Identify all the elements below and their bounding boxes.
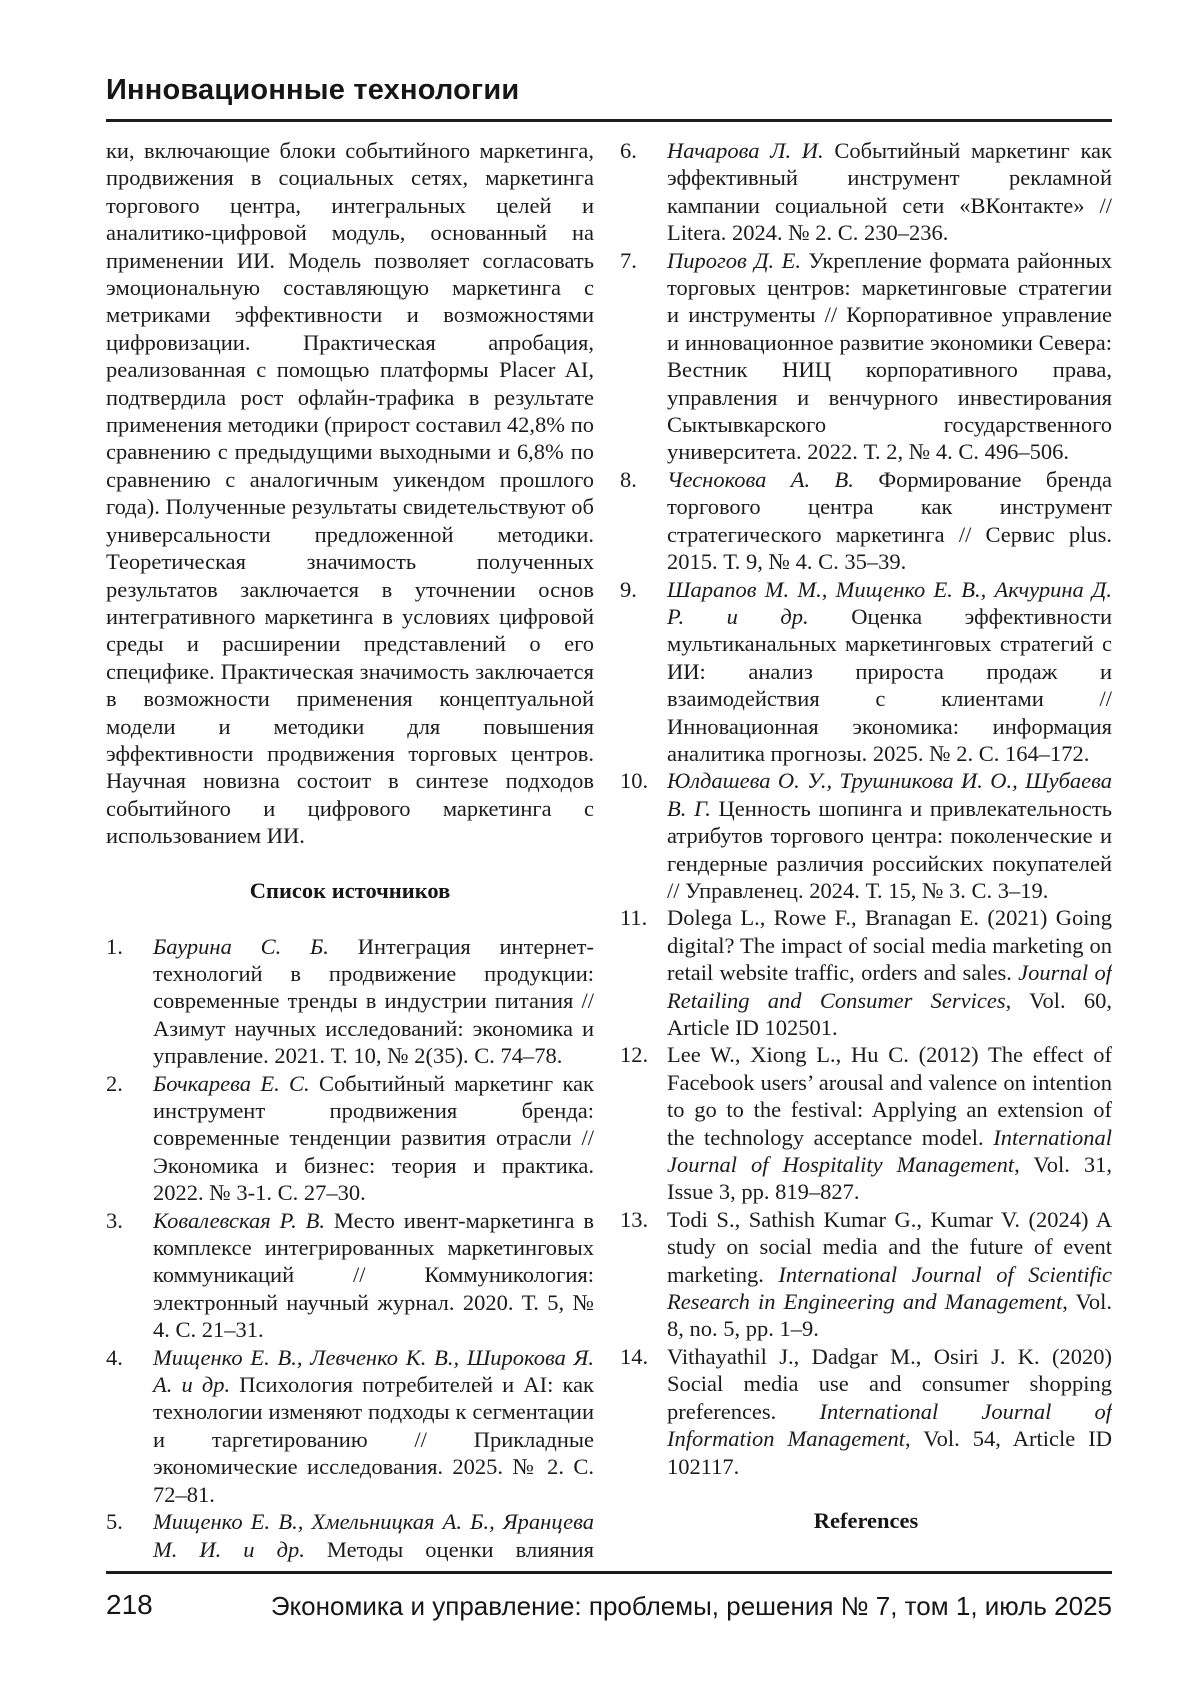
references-heading: References bbox=[813, 1507, 919, 1533]
reference-text: Vithayathil J., Dadgar M., Osiri J. K. (2020) Social media use and consumer shopping preferences. International Journal of Information Management, Vol. 54, Article ID 102117. bbox=[667, 1343, 1112, 1479]
left-column bbox=[106, 137, 594, 1565]
reference-number: 6. bbox=[620, 138, 637, 163]
page-body bbox=[106, 137, 1112, 1565]
page-number: 218 bbox=[106, 1589, 153, 1620]
reference-item bbox=[106, 1207, 594, 1344]
reference-item bbox=[620, 466, 1112, 576]
reference-item bbox=[620, 1041, 1112, 1205]
reference-text: Шарапов М. М., Мищенко Е. В., Акчурина Д. Р. и др. Оценка эффективности мультиканальных маркетинговых стратегий с ИИ: анализ прироста продаж и взаимодействия с клиентами // Инновационная экономика: информация аналитика прогнозы. 2025. № 2. С. 164–172. bbox=[667, 576, 1112, 766]
body-paragraph: ки, включающие блоки событийного маркетинга, продвижения в социальных сетях, маркетинга торгового центра, интегральных целей и аналитико-цифровой модуль, основанный на применении ИИ. Модель позволяет согласовать эмоциональную составляющую маркетинга с метриками эффективности и возможностями цифровизации. Практическая апробация, реализованная с помощью платформы Placer AI, подтвердила рост офлайн-трафика в результате применения методики (прирост составил 42,8% по сравнению с предыдущими выходными и 6,8% по сравнению с аналогичным уикендом прошлого года). Полученные результаты свидетельствуют об универсальности предложенной методики. Теоретическая значимость полученных результатов заключается в уточнении основ интегративного маркетинга в условиях цифровой среды и расширении представлений о его специфике. Практическая значимость заключается в возможности применения концептуальной модели и методики для повышения эффективности продвижения торговых центров. Научная новизна состоит в синтезе подходов событийного и цифрового маркетинга с использованием ИИ. bbox=[106, 138, 594, 849]
reference-text: Пирогов Д. Е. Укрепление формата районных торговых центров: маркетинговые стратегии и инструменты // Корпоративное управление и инновационное развитие экономики Севера: Вестник НИЦ корпоративного права, управления и венчурного инвестирования Сыктывкарского государственного университета. 2022. Т. 2, № 4. С. 496–506. bbox=[667, 247, 1112, 465]
reference-number: 9. bbox=[620, 576, 637, 602]
reference-item bbox=[620, 767, 1112, 904]
reference-item bbox=[620, 1343, 1112, 1480]
reference-item bbox=[620, 137, 1112, 247]
reference-text: Ковалевская Р. В. Место ивент-маркетинга в комплексе интегрированных маркетинговых коммуникаций // Коммуникология: электронный научный журнал. 2020. Т. 5, № 4. С. 21–31. bbox=[153, 1207, 594, 1343]
right-column bbox=[620, 137, 1112, 1565]
reference-text: Мищенко Е. В., Левченко К. В., Широкова Я. А. и др. Психология потребителей и AI: как технологии изменяют подходы к сегментации и таргетированию // Прикладные экономические исследования. 2025. № 2. С. 72–81. bbox=[153, 1344, 594, 1507]
reference-item bbox=[620, 1563, 1112, 1565]
reference-text: Баурина С. Б. Интеграция интернет-технологий в продвижение продукции: современные тренды в индустрии питания // Азимут научных исследований: экономика и управление. 2021. Т. 10, № 2(35). С. 74–78. bbox=[153, 933, 594, 1069]
reference-number: 8. bbox=[620, 466, 637, 492]
reference-number: 4. bbox=[106, 1344, 123, 1370]
reference-item bbox=[106, 933, 594, 1070]
reference-item bbox=[620, 247, 1112, 466]
reference-number bbox=[620, 1563, 667, 1565]
reference-number: 12. bbox=[620, 1042, 649, 1068]
reference-item bbox=[620, 904, 1112, 1041]
reference-text: Юлдашева О. У., Трушникова И. О., Шубаева В. Г. Ценность шопинга и привлекательность атрибутов торгового центра: поколенческие и гендерные различия российских покупателей // Управленец. 2024. Т. 15, № 3. С. 3–19. bbox=[667, 768, 1112, 903]
reference-text: Начарова Л. И. Событийный маркетинг как эффективный инструмент рекламной кампании социальной сети «ВКонтакте» // Litera. 2024. № 2. С. 230–236. bbox=[667, 138, 1112, 246]
header-rule bbox=[106, 119, 1112, 122]
reference-text: Lee W., Xiong L., Hu C. (2012) The effect of Facebook users’ arousal and valence on intention to go to the festival: Applying an extension of the technology acceptance model. International Journal of Hospitality Management, Vol. 31, Issue 3, pp. 819–827. bbox=[667, 1042, 1112, 1205]
reference-item bbox=[106, 1070, 594, 1207]
reference-item bbox=[106, 1508, 594, 1565]
reference-text: Бочкарева Е. С. Событийный маркетинг как инструмент продвижения бренда: современные тенденции развития отрасли // Экономика и бизнес: теория и практика. 2022. № 3-1. С. 27–30. bbox=[153, 1070, 594, 1206]
section-title: Инновационные технологии bbox=[106, 74, 520, 106]
reference-number: 2. bbox=[106, 1070, 123, 1096]
reference-number: 13. bbox=[620, 1206, 649, 1232]
reference-text bbox=[667, 1563, 1112, 1565]
sources-list-1-5 bbox=[106, 933, 594, 1565]
reference-text: Dolega L., Rowe F., Branagan E. (2021) Going digital? The impact of social media marketing on retail website traffic, orders and sales. Journal of Retailing and Consumer Services, Vol. 60, Article ID 102501. bbox=[667, 905, 1112, 1040]
sources-heading: Список источников bbox=[249, 877, 451, 903]
reference-item bbox=[106, 1344, 594, 1508]
sources-list-6-14 bbox=[620, 137, 1112, 1480]
footer-rule bbox=[106, 1571, 1112, 1574]
reference-text: Мищенко Е. В., Хмельницкая А. Б., Яранцева М. И. и др. Методы оценки влияния bbox=[153, 1509, 594, 1562]
reference-number: 7. bbox=[620, 247, 637, 273]
reference-number: 11. bbox=[620, 905, 648, 931]
english-references-list bbox=[620, 1563, 1112, 1565]
reference-number: 1. bbox=[106, 933, 123, 959]
reference-item bbox=[620, 1206, 1112, 1343]
reference-text: Todi S., Sathish Kumar G., Kumar V. (2024) A study on social media and the future of event marketing. International Journal of Scientific Research in Engineering and Management, Vol. 8, no. 5, pp. 1–9. bbox=[667, 1206, 1112, 1342]
reference-item bbox=[620, 576, 1112, 768]
reference-number: 10. bbox=[620, 768, 649, 794]
reference-text: Чеснокова А. В. Формирование бренда торгового центра как инструмент стратегического маркетинга // Сервис plus. 2015. Т. 9, № 4. С. 35–39. bbox=[667, 466, 1112, 575]
reference-number: 14. bbox=[620, 1343, 649, 1369]
reference-number: 5. bbox=[106, 1509, 123, 1535]
footer-journal-line: Экономика и управление: проблемы, решения № 7, том 1, июль 2025 bbox=[270, 1591, 1112, 1621]
reference-number: 3. bbox=[106, 1207, 123, 1233]
